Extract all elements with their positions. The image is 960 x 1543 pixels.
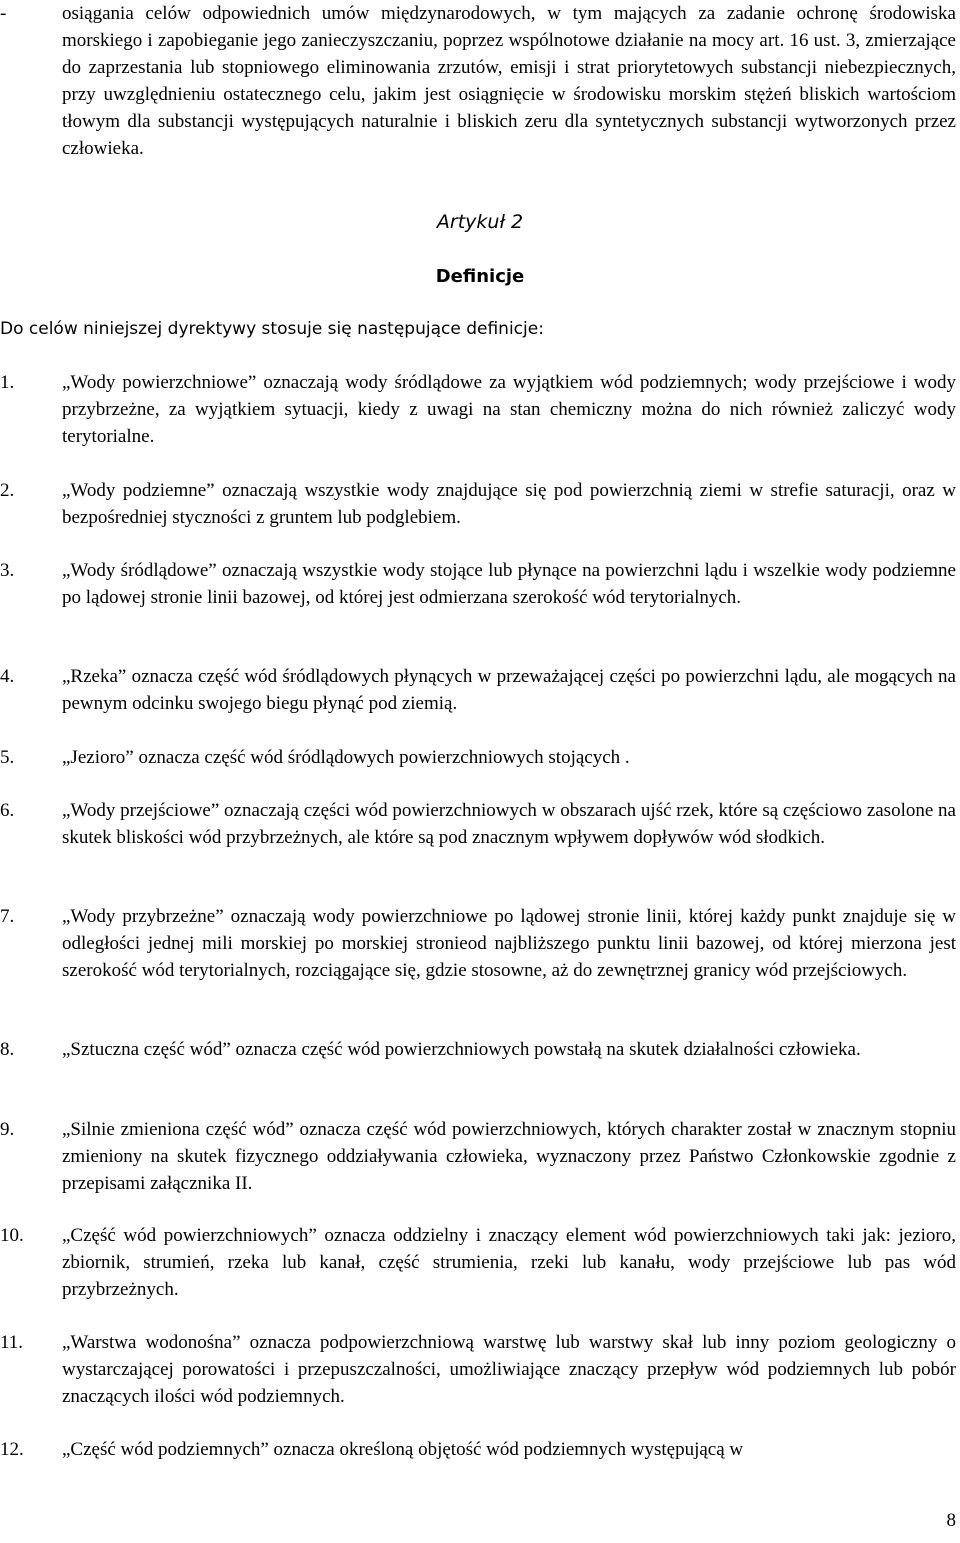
definition-number: 8. (0, 1039, 15, 1060)
definition-text: „Część wód powierzchniowych” oznacza oddzielny i znaczący element wód powierzchniowych taki jak: jezioro, zbiornik, strumień, rzeka lub kanał, część strumienia, rzeki lub kanału, wody przejściowe lub pas wód przybrzeżnych. (62, 1225, 956, 1300)
definition-number: 10. (0, 1225, 24, 1246)
article-lead-in: Do celów niniejszej dyrektywy stosuje się następujące definicje: (0, 319, 544, 339)
definition-text: „Silnie zmieniona część wód” oznacza część wód powierzchniowych, których charakter został w znacznym stopniu zmieniony na skutek fizycznego oddziaływania człowieka, wyznaczony przez Państwo Członkowskie zgodnie z przepisami załącznika II. (62, 1119, 956, 1194)
definition-number: 11. (0, 1332, 24, 1353)
definition-number: 6. (0, 800, 15, 821)
definition-text: „Wody śródlądowe” oznaczają wszystkie wody stojące lub płynące na powierzchni lądu i wszelkie wody podziemne po lądowej stronie linii bazowej, od której jest odmierzana szerokość wód terytorialnych. (62, 560, 956, 608)
article-number: Artykuł 2 (436, 211, 524, 233)
definition-text: „Wody przejściowe” oznaczają części wód powierzchniowych w obszarach ujść rzek, które są częściowo zasolone na skutek bliskości wód przybrzeżnych, ale które są pod znacznym wpływem dopływów wód słodkich. (62, 800, 956, 848)
definition-text: „Sztuczna część wód” oznacza część wód powierzchniowych powstałą na skutek działalności człowieka. (62, 1039, 861, 1060)
definition-text: „Wody powierzchniowe” oznaczają wody śródlądowe za wyjątkiem wód podziemnych; wody przejściowe i wody przybrzeżne, za wyjątkiem sytuacji, kiedy z uwagi na stan chemiczny można do nich również zaliczyć wody terytorialne. (62, 372, 956, 447)
definition-number: 5. (0, 747, 15, 768)
definition-number: 2. (0, 480, 15, 501)
definition-text: „Warstwa wodonośna” oznacza podpowierzchniową warstwę lub warstwy skał lub inny poziom geologiczny o wystarczającej porowatości i przepuszczalności, umożliwiające znaczący przepływ wód podziemnych lub pobór znaczących ilości wód podziemnych. (62, 1332, 956, 1407)
definition-text: „Wody podziemne” oznaczają wszystkie wody znajdujące się pod powierzchnią ziemi w strefie saturacji, oraz w bezpośredniej styczności z gruntem lub podglebiem. (62, 480, 956, 528)
intro-paragraph: osiągania celów odpowiednich umów międzynarodowych, w tym mających za zadanie ochronę środowiska morskiego i zapobieganie jego zanieczyszczaniu, poprzez wspólnotowe działanie na mocy art. 16 ust. 3, zmierzające do zaprzestania lub stopniowego eliminowania zrzutów, emisji i strat priorytetowych substancji niebezpiecznych, przy uwzględnieniu ostatecznego celu, jakim jest osiągnięcie w środowisku morskim stężeń bliskich wartościom tłowym dla substancji występujących naturalnie i bliskich zeru dla syntetycznych substancji wytworzonych przez człowieka. (62, 3, 956, 159)
definition-number: 3. (0, 560, 15, 581)
definition-text: „Wody przybrzeżne” oznaczają wody powierzchniowe po lądowej stronie linii, której każdy punkt znajduje się w odległości jednej mili morskiej po morskiej stronieod najbliższego punktu linii bazowej, od której mierzona jest szerokość wód terytorialnych, rozciągające się, gdzie stosowne, aż do zewnętrznej granicy wód przejściowych. (62, 906, 956, 981)
definition-text: „Rzeka” oznacza część wód śródlądowych płynących w przeważającej części po powierzchni lądu, ale mogących na pewnym odcinku swojego biegu płynąć pod ziemią. (62, 666, 956, 714)
definition-text: „Część wód podziemnych” oznacza określoną objętość wód podziemnych występującą w (62, 1439, 744, 1460)
definition-text: „Jezioro” oznacza część wód śródlądowych powierzchniowych stojących . (62, 747, 630, 768)
definition-number: 1. (0, 372, 15, 393)
article-title: Definicje (435, 266, 525, 287)
list-dash: - (0, 3, 7, 24)
definition-number: 12. (0, 1439, 24, 1460)
definition-number: 4. (0, 666, 15, 687)
definition-number: 7. (0, 906, 15, 927)
definition-number: 9. (0, 1119, 15, 1140)
page-number: 8 (946, 1510, 956, 1531)
